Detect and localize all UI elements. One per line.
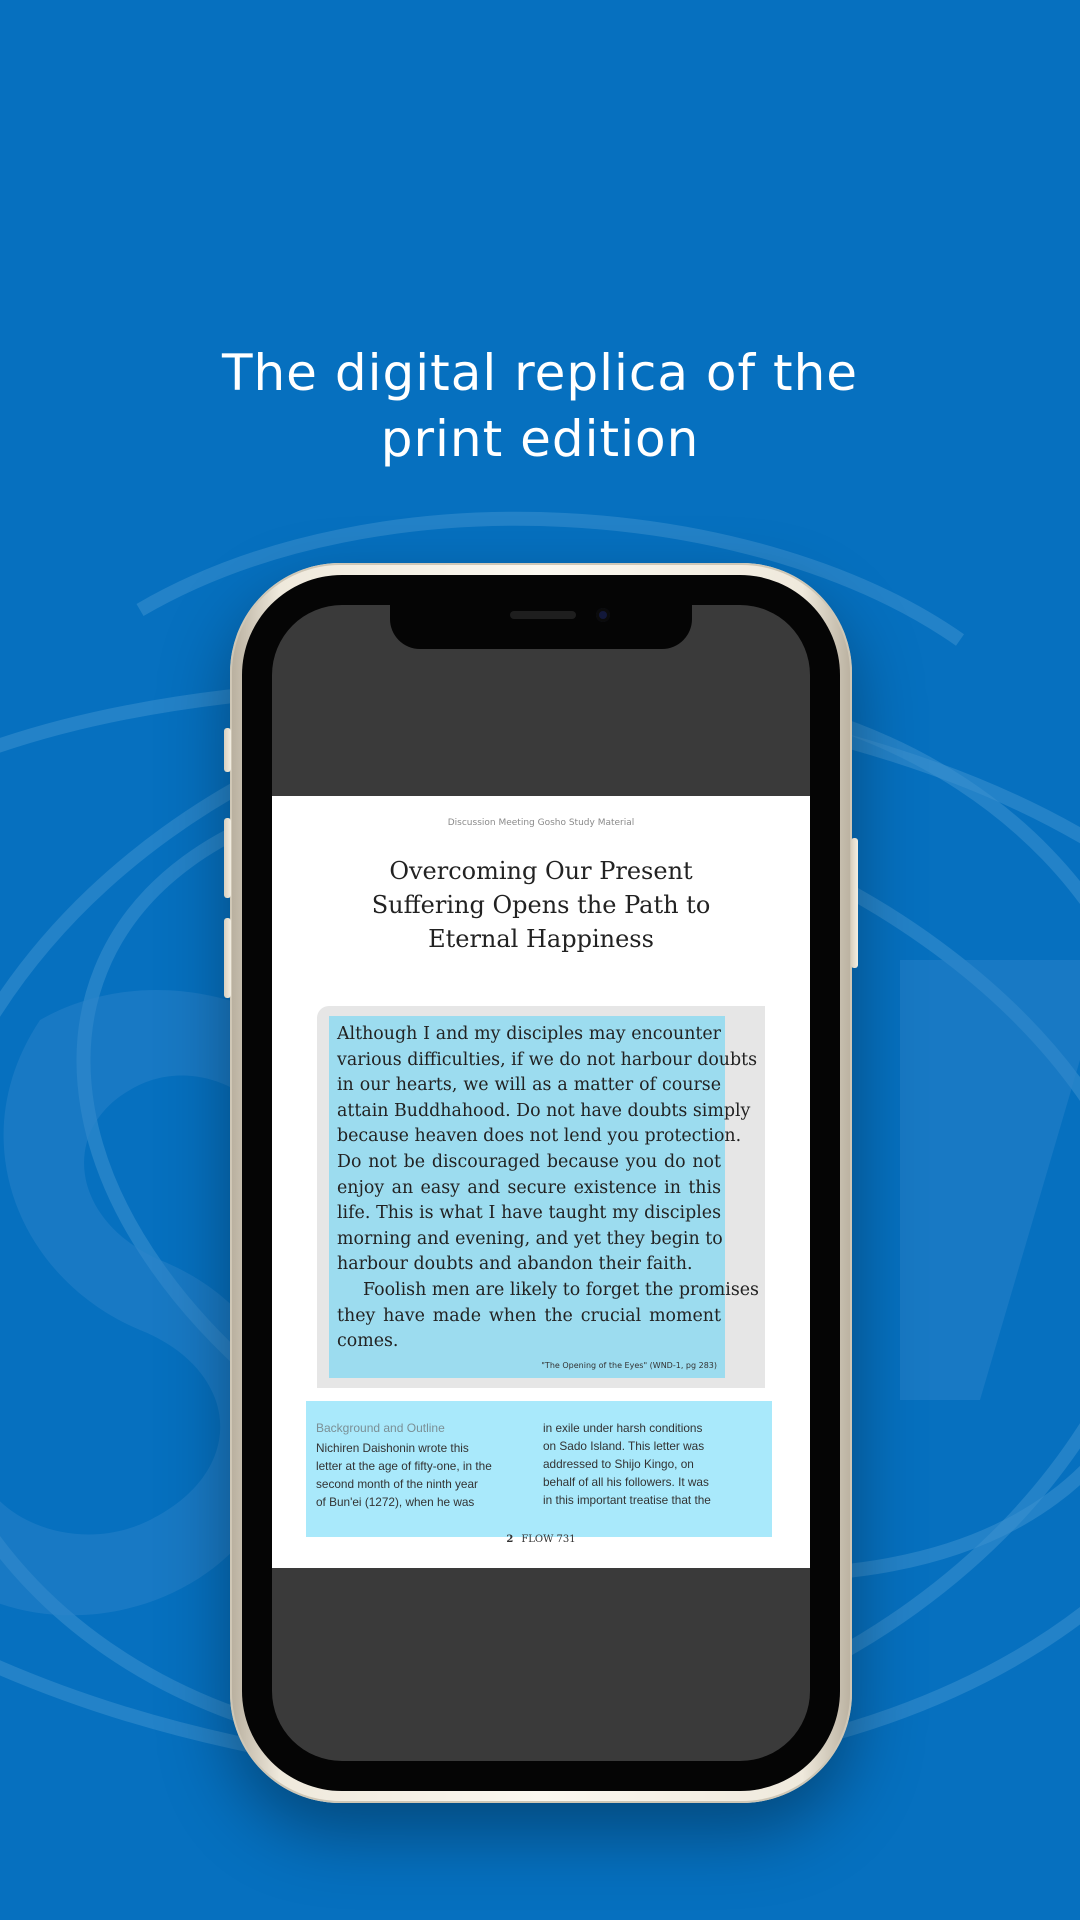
publication-label: FLOW 731 — [521, 1534, 576, 1545]
background-line: in exile under harsh conditions — [543, 1421, 703, 1435]
title-line: Overcoming Our Present — [389, 857, 693, 885]
title-line: Eternal Happiness — [428, 925, 654, 953]
headline — [0, 340, 1080, 472]
front-camera-icon — [596, 608, 610, 622]
quote-line: life. This is what I have taught my disciples — [337, 1203, 721, 1224]
quote-line: Although I and my disciples may encounter — [337, 1024, 721, 1044]
headline-line-1: The digital replica of the — [221, 344, 859, 402]
quote-line: Foolish men are likely to forget the promises — [363, 1279, 759, 1300]
background-line: of Bun'ei (1272), when he was — [316, 1495, 475, 1509]
background-line: addressed to Shijo Kingo, on — [543, 1457, 694, 1471]
title-line: Suffering Opens the Path to — [371, 891, 711, 919]
background-line: letter at the age of fifty-one, in the — [316, 1459, 492, 1473]
quote-line: comes. — [337, 1331, 399, 1352]
background-line: on Sado Island. This letter was — [543, 1439, 705, 1453]
page-number: 2 — [506, 1534, 514, 1545]
phone-notch — [390, 605, 692, 649]
phone-mockup — [230, 563, 852, 1803]
background-heading: Background and Outline — [316, 1421, 445, 1435]
phone-volume-down-button — [224, 918, 231, 998]
quote-frame — [317, 1006, 765, 1388]
quote-line: Do not be discouraged because you do not — [337, 1151, 721, 1172]
quote-line: in our hearts, we will as a matter of course — [337, 1075, 721, 1096]
background-line: behalf of all his followers. It was — [543, 1475, 709, 1489]
background-outline-box — [306, 1401, 772, 1537]
phone-screen — [272, 605, 810, 1761]
quote-line: they have made when the crucial moment — [337, 1305, 721, 1326]
article-title — [302, 854, 780, 956]
background-line: in this important treatise that the — [543, 1493, 711, 1507]
phone-power-button — [851, 838, 858, 968]
quote-line: enjoy an easy and secure existence in this — [337, 1177, 721, 1198]
running-head: Discussion Meeting Gosho Study Material — [447, 818, 635, 828]
background-column-left — [316, 1419, 532, 1511]
quote-line: morning and evening, and yet they begin to — [337, 1228, 723, 1249]
quote-line: various difficulties, if we do not harbour doubts — [337, 1049, 758, 1070]
quote-line: attain Buddhahood. Do not have doubts simply — [337, 1100, 751, 1121]
magazine-page[interactable] — [272, 796, 810, 1568]
quote-citation: "The Opening of the Eyes" (WND-1, pg 283) — [541, 1361, 717, 1370]
headline-line-2: print edition — [380, 410, 700, 468]
phone-volume-up-button — [224, 818, 231, 898]
background-line: second month of the ninth year — [316, 1477, 478, 1491]
background-line: Nichiren Daishonin wrote this — [316, 1441, 469, 1455]
gosho-quote-box — [329, 1016, 759, 1378]
gosho-quote-text — [337, 1022, 759, 1355]
speaker-grille — [510, 611, 576, 619]
quote-line: harbour doubts and abandon their faith. — [337, 1254, 693, 1275]
quote-line: because heaven does not lend you protection. — [337, 1126, 742, 1147]
background-column-right — [543, 1419, 759, 1509]
page-folio — [272, 1534, 810, 1545]
phone-mute-switch — [224, 728, 231, 772]
